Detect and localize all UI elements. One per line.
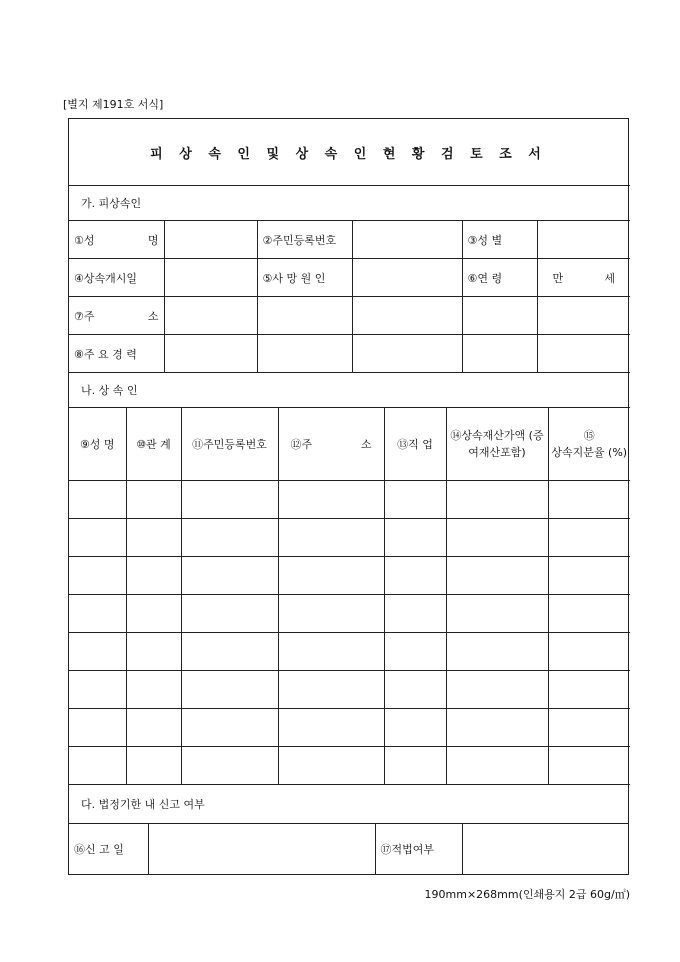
heir-cell[interactable] [278, 595, 384, 633]
col-heir-name: ⑨성 명 [69, 408, 126, 481]
heir-cell[interactable] [548, 595, 630, 633]
heir-cell[interactable] [278, 671, 384, 709]
heir-cell[interactable] [548, 519, 630, 557]
table-row [69, 595, 630, 633]
decedent-sex-value[interactable] [537, 221, 630, 259]
heir-cell[interactable] [548, 747, 630, 785]
heir-cell[interactable] [278, 519, 384, 557]
table-row [69, 633, 630, 671]
table-row [69, 747, 630, 785]
heir-cell[interactable] [126, 633, 181, 671]
heir-cell[interactable] [446, 557, 548, 595]
heir-cell[interactable] [384, 633, 446, 671]
heir-cell[interactable] [69, 557, 126, 595]
heir-cell[interactable] [548, 557, 630, 595]
heir-cell[interactable] [181, 671, 278, 709]
col-heir-rrn: ⑪주민등록번호 [181, 408, 278, 481]
heir-cell[interactable] [548, 633, 630, 671]
heir-cell[interactable] [446, 519, 548, 557]
decedent-address-value-5[interactable] [537, 297, 630, 335]
heir-cell[interactable] [446, 595, 548, 633]
heirs-table [69, 373, 630, 785]
heir-cell[interactable] [69, 633, 126, 671]
col-heir-inherited-value: ⑭상속재산가액 (증여재산포함) [446, 408, 548, 481]
section-c-heading: 다. 법정기한 내 신고 여부 [69, 785, 628, 824]
legality-value[interactable] [462, 824, 628, 875]
heir-cell[interactable] [181, 481, 278, 519]
heir-cell[interactable] [181, 595, 278, 633]
inheritance-start-label: ④상속개시일 [69, 259, 164, 297]
decedent-career-value-2[interactable] [257, 335, 352, 373]
heir-cell[interactable] [278, 633, 384, 671]
decedent-address-value-2[interactable] [257, 297, 352, 335]
heir-cell[interactable] [278, 709, 384, 747]
heir-cell[interactable] [278, 557, 384, 595]
heir-cell[interactable] [384, 747, 446, 785]
decedent-sex-label: ③성 별 [462, 221, 537, 259]
decedent-address-value-4[interactable] [462, 297, 537, 335]
paper-spec: 190mm×268mm(인쇄용지 2급 60g/㎡) [424, 888, 630, 901]
heir-cell[interactable] [181, 709, 278, 747]
heir-cell[interactable] [69, 595, 126, 633]
heir-cell[interactable] [384, 519, 446, 557]
heir-cell[interactable] [69, 671, 126, 709]
heir-cell[interactable] [126, 519, 181, 557]
heir-cell[interactable] [181, 557, 278, 595]
col-heir-job: ⑬직 업 [384, 408, 446, 481]
heir-cell[interactable] [69, 747, 126, 785]
table-row [69, 557, 630, 595]
heir-cell[interactable] [181, 633, 278, 671]
heir-cell[interactable] [69, 481, 126, 519]
section-b-heading: 나. 상 속 인 [69, 373, 630, 408]
heir-cell[interactable] [384, 709, 446, 747]
table-row [69, 709, 630, 747]
heir-cell[interactable] [126, 595, 181, 633]
col-heir-relation: ⑩관 계 [126, 408, 181, 481]
heir-cell[interactable] [446, 633, 548, 671]
heir-cell[interactable] [446, 481, 548, 519]
table-row [69, 671, 630, 709]
heir-cell[interactable] [181, 519, 278, 557]
decedent-career-value-3[interactable] [352, 335, 462, 373]
decedent-name-label: ①성 명 [69, 221, 164, 259]
filing-date-value[interactable] [148, 824, 375, 875]
title-table [69, 119, 628, 185]
legality-label: ⑰적법여부 [375, 824, 462, 875]
death-cause-label: ⑤사 망 원 인 [257, 259, 352, 297]
section-a-heading: 가. 피상속인 [69, 186, 630, 221]
inheritance-start-value[interactable] [164, 259, 257, 297]
heir-cell[interactable] [548, 709, 630, 747]
heir-cell[interactable] [126, 671, 181, 709]
filing-date-label: ⑯신 고 일 [69, 824, 148, 875]
heir-cell[interactable] [278, 747, 384, 785]
decedent-rrn-label: ②주민등록번호 [257, 221, 352, 259]
form-title: 피 상 속 인 및 상 속 인 현 황 검 토 조 서 [150, 146, 547, 162]
heir-cell[interactable] [548, 671, 630, 709]
col-heir-share: ⑮ 상속지분율 (%) [548, 408, 630, 481]
heir-cell[interactable] [384, 557, 446, 595]
heir-cell[interactable] [446, 747, 548, 785]
table-row [69, 481, 630, 519]
decedent-name-value[interactable] [164, 221, 257, 259]
filing-table [69, 785, 628, 874]
heir-cell[interactable] [384, 481, 446, 519]
heir-cell[interactable] [548, 481, 630, 519]
death-cause-value[interactable] [352, 259, 462, 297]
heir-cell[interactable] [278, 481, 384, 519]
heir-cell[interactable] [384, 595, 446, 633]
decedent-address-value-3[interactable] [352, 297, 462, 335]
decedent-age-value[interactable]: 만 세 [537, 259, 630, 297]
decedent-rrn-value[interactable] [352, 221, 462, 259]
heir-cell[interactable] [69, 709, 126, 747]
decedent-career-value-4[interactable] [462, 335, 537, 373]
col-heir-address: ⑫주 소 [278, 408, 384, 481]
heir-cell[interactable] [446, 671, 548, 709]
heir-cell[interactable] [69, 519, 126, 557]
heir-cell[interactable] [126, 557, 181, 595]
decedent-career-value-1[interactable] [164, 335, 257, 373]
form-number-label: [별지 제191호 서식] [63, 98, 164, 111]
decedent-age-label: ⑥연 령 [462, 259, 537, 297]
decedent-address-label: ⑦주 소 [69, 297, 164, 335]
decedent-table [69, 185, 630, 373]
heir-cell[interactable] [384, 671, 446, 709]
heir-cell[interactable] [126, 747, 181, 785]
heir-cell[interactable] [181, 747, 278, 785]
decedent-address-value-1[interactable] [164, 297, 257, 335]
heir-cell[interactable] [126, 709, 181, 747]
review-form [68, 118, 629, 875]
decedent-career-value-5[interactable] [537, 335, 630, 373]
table-row [69, 519, 630, 557]
heir-cell[interactable] [446, 709, 548, 747]
decedent-career-label: ⑧주 요 경 력 [69, 335, 164, 373]
heir-cell[interactable] [126, 481, 181, 519]
